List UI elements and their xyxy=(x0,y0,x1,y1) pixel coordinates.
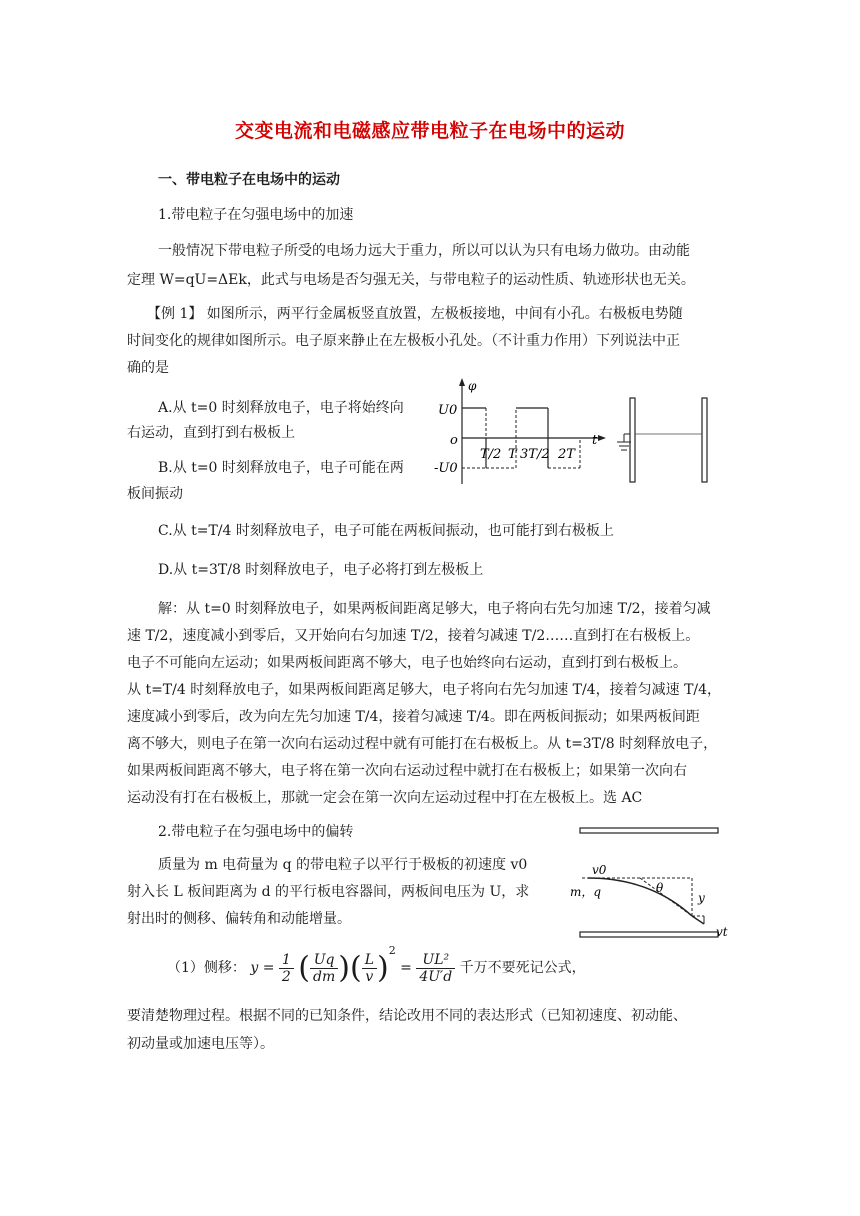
paragraph-line: 一般情况下带电粒子所受的电场力远大于重力，所以可以认为只有电场力做功。由动能 xyxy=(158,243,690,259)
option-a-line: A.从 t=0 时刻释放电子，电子将始终向 xyxy=(158,400,404,416)
paragraph-line: 射出时的侧移、偏转角和动能增量。 xyxy=(127,911,351,927)
formula-tail: 千万不要死记公式， xyxy=(459,960,586,976)
tick-label: 2T xyxy=(558,447,575,462)
paragraph-line: 定理 W=qU=ΔEk，此式与电场是否匀强无关，与带电粒子的运动性质、轨迹形状也无关。 xyxy=(127,272,695,288)
tick-label: 3T/2 xyxy=(520,447,550,462)
denominator: v xyxy=(365,968,374,985)
u0-label: U0 xyxy=(438,403,458,418)
potential-time-graph xyxy=(420,376,732,496)
theta-label: θ xyxy=(656,881,664,895)
numerator: Uq xyxy=(310,952,338,969)
example-line: 确的是 xyxy=(127,360,169,376)
solution-line: 从 t=T/4 时刻释放电子，如果两板间距离足够大，电子将向右先匀加速 T/4，接着匀减速 T/4， xyxy=(127,682,722,698)
solution-line: 离不够大，则电子在第一次向右运动过程中就有可能打在右极板上。从 t=3T/8 时刻释放电子， xyxy=(127,736,718,752)
mq-label: m，q xyxy=(570,885,602,899)
paragraph-line: 要清楚物理过程。根据不同的已知条件，结论改用不同的表达形式（已知初速度、初动能、 xyxy=(127,1008,687,1024)
deflection-formula xyxy=(167,944,586,986)
section-heading: 一、带电粒子在电场中的运动 xyxy=(158,172,340,188)
example-line: 时间变化的规律如图所示。电子原来静止在左极板小孔处。（不计重力作用）下列说法中正 xyxy=(127,333,680,349)
y-label: y xyxy=(698,891,705,905)
solution-line: 速 T/2，速度减小到零后，又开始向右匀加速 T/2，接着匀减速 T/2……直到打在右极板上。 xyxy=(127,628,700,644)
top-plate xyxy=(580,828,718,833)
numerator: L xyxy=(362,952,377,969)
neg-u0-label: -U0 xyxy=(434,461,458,476)
example-line: 【例 1】 如图所示，两平行金属板竖直放置，左极板接地，中间有小孔。右极板电势随 xyxy=(147,306,683,322)
paragraph-line: 射入长 L 板间距离为 d 的平行板电容器间，两板间电压为 U，求 xyxy=(127,884,530,900)
option-b-line: 板间振动 xyxy=(127,486,183,502)
fraction-lv xyxy=(362,952,377,985)
subsection-heading-1: 1.带电粒子在匀强电场中的加速 xyxy=(158,207,354,223)
deflection-diagram xyxy=(570,820,730,946)
solution-line: 运动没有打在右极板上，那就一定会在第一次向左运动过程中打在左极板上。选 AC xyxy=(127,790,643,806)
option-b-line: B.从 t=0 时刻释放电子，电子可能在两 xyxy=(158,460,404,476)
numerator: UL² xyxy=(416,952,455,969)
tick-label: T xyxy=(508,447,517,462)
numerator: 1 xyxy=(279,952,294,969)
tick-label: T/2 xyxy=(480,447,502,462)
phi-label: φ xyxy=(468,379,477,393)
subsection-heading-2: 2.带电粒子在匀强电场中的偏转 xyxy=(158,824,354,840)
formula-lhs: y = xyxy=(250,960,275,976)
solution-line: 速度减小到零后，改为向左先匀加速 T/4，接着匀减速 T/4。即在两板间振动；如果两板间距 xyxy=(127,709,700,725)
bottom-plate xyxy=(580,932,718,937)
denominator: 2 xyxy=(281,968,291,985)
vt-label: vt xyxy=(716,925,728,939)
fraction-uq xyxy=(310,952,338,985)
solution-line: 如果两板间距离不够大，电子将在第一次向右运动过程中就打在右极板上；如果第一次向右 xyxy=(127,763,687,779)
paragraph-line: 初动量或加速电压等）。 xyxy=(127,1036,274,1052)
right-plate xyxy=(702,398,707,482)
fraction-half xyxy=(279,952,294,985)
option-d-line: D.从 t=3T/8 时刻释放电子，电子必将打到左极板上 xyxy=(158,562,484,578)
fraction-result xyxy=(416,952,455,985)
formula-label: （1）侧移： xyxy=(167,960,246,976)
option-a-line: 右运动，直到打到右极板上 xyxy=(127,425,295,441)
denominator: dm xyxy=(313,968,336,985)
page-title: 交变电流和电磁感应带电粒子在电场中的运动 xyxy=(234,120,625,142)
paren: )( xyxy=(338,950,362,986)
paren: ) xyxy=(376,950,389,986)
origin-label: o xyxy=(450,433,458,448)
denominator: 4U′d xyxy=(419,968,453,985)
t-axis-label: t xyxy=(592,433,598,448)
solution-line: 电子不可能向左运动；如果两板间距离不够大，电子也始终向右运动，直到打到右极板上。 xyxy=(127,655,687,671)
paragraph-line: 质量为 m 电荷量为 q 的带电粒子以平行于极板的初速度 v0 xyxy=(158,857,528,873)
solution-line: 解：从 t=0 时刻释放电子，如果两板间距离足够大，电子将向右先匀加速 T/2，接着匀减 xyxy=(158,601,711,617)
left-plate xyxy=(630,398,635,482)
v0-label: v0 xyxy=(592,863,607,877)
paren: ( xyxy=(298,950,311,986)
trajectory xyxy=(588,878,692,916)
equals: = xyxy=(400,960,412,976)
option-c-line: C.从 t=T/4 时刻释放电子，电子可能在两板间振动，也可能打到右极板上 xyxy=(158,523,614,539)
exponent: 2 xyxy=(388,944,396,957)
